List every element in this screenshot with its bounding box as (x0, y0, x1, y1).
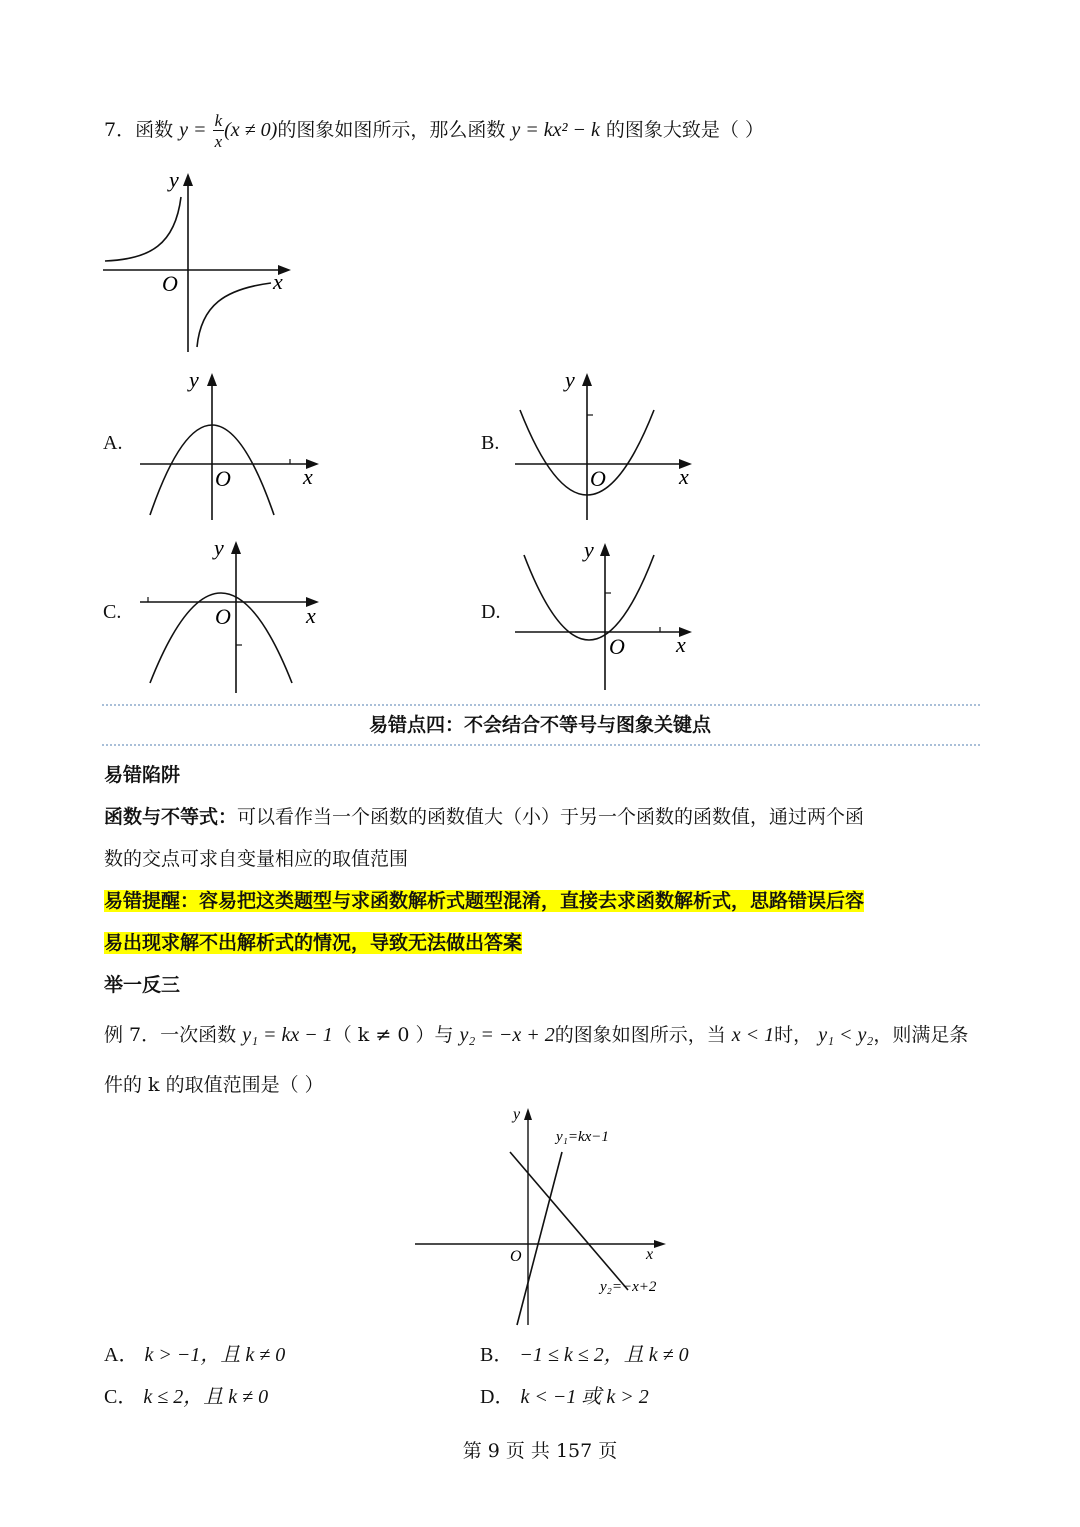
hyperbola-branch-left (105, 197, 181, 261)
option-b-label[interactable]: B. (481, 432, 500, 454)
x-axis-arrow (654, 1240, 666, 1248)
origin-label: O (590, 466, 606, 491)
reminder-line2: 易出现求解不出解析式的情况，导致无法做出答案 (104, 932, 523, 954)
y2-expression: y₂ = −x + 2 (459, 1024, 555, 1046)
question-number: 7． (104, 119, 136, 141)
origin-label: O (510, 1248, 522, 1265)
hyperbola-branch-right (197, 283, 271, 347)
option-c-label[interactable]: C. (103, 601, 122, 623)
practice-heading: 举一反三 (104, 974, 181, 996)
x-condition: x < 1 (731, 1024, 775, 1046)
origin-label: O (162, 271, 178, 296)
x-label: x (273, 269, 283, 294)
example-7-line1: 例 7．一次函数 y₁ = kx − 1（ k ≠ 0 ）与 y₂ = −x + 2的图象如图所示，当 x < 1时， y₁ < y₂，则满足条 (104, 1024, 969, 1046)
func1-lhs: y = (179, 119, 207, 141)
option-a-graph[interactable] (135, 365, 330, 525)
section-divider-bottom (102, 744, 980, 746)
origin-label: O (215, 604, 231, 629)
option-d-graph[interactable] (510, 535, 705, 695)
trap-term: 函数与不等式： (104, 806, 238, 828)
parabola-up (524, 555, 654, 640)
y1-expression: y₁ = kx − 1 (242, 1024, 333, 1046)
origin-label: O (609, 634, 625, 659)
y-axis-arrow (207, 373, 217, 386)
linear-functions-graph (410, 1100, 680, 1330)
page-footer: 第 9 页 共 157 页 (462, 1440, 618, 1462)
y-label: y (189, 367, 199, 392)
line-y1-label: y₁=kx−1 (556, 1129, 609, 1145)
example-option-c[interactable]: C． k ≤ 2，且 k ≠ 0 (104, 1386, 269, 1408)
func2: y = kx² − k (511, 119, 600, 141)
option-a-label[interactable]: A. (103, 432, 123, 454)
x-label: x (679, 464, 689, 489)
func1-condition: (x ≠ 0) (224, 119, 278, 141)
line-y1 (517, 1152, 562, 1325)
y-label: y (584, 537, 594, 562)
y-label: y (214, 535, 224, 560)
y-axis-arrow (582, 373, 592, 386)
trap-definition-line2: 数的交点可求自变量相应的取值范围 (104, 848, 409, 870)
option-b-graph[interactable] (510, 365, 705, 525)
example-7-line2: 件的 k 的取值范围是（ ） (104, 1074, 324, 1096)
y-axis-arrow (231, 541, 241, 554)
fraction-k-over-x: $\frac{k}{x}$ (214, 111, 223, 151)
hyperbola-graph (95, 165, 300, 360)
section-title: 易错点四：不会结合不等号与图象关键点 (368, 714, 711, 736)
x-label: x (303, 464, 313, 489)
y-axis-arrow (524, 1108, 532, 1120)
y-inequality: y₁ < y₂ (818, 1024, 874, 1046)
example-option-a[interactable]: A． k > −1，且 k ≠ 0 (104, 1344, 286, 1366)
reminder-line1: 易错提醒：容易把这类题型与求函数解析式题型混淆，直接去求函数解析式，思路错误后容 (104, 890, 865, 912)
y-axis-arrow (600, 543, 610, 556)
option-d-label[interactable]: D. (481, 601, 501, 623)
section-divider-top (102, 704, 980, 706)
question-7-stem: 7．函数 y = $\frac{k}{x}$ (x ≠ 0)的图象如图所示，那么函数 y = kx² − k 的图象大致是（ ） (104, 111, 764, 151)
y-label: y (565, 367, 575, 392)
trap-heading: 易错陷阱 (104, 764, 181, 786)
option-c-graph[interactable] (135, 533, 330, 698)
y-label: y (513, 1106, 521, 1123)
x-label: x (676, 632, 686, 657)
y-label: y (169, 167, 179, 192)
example-option-b[interactable]: B． −1 ≤ k ≤ 2，且 k ≠ 0 (480, 1344, 689, 1366)
example-option-d[interactable]: D． k < −1 或 k > 2 (480, 1386, 649, 1408)
trap-definition-line1: 函数与不等式：可以看作当一个函数的函数值大（小）于另一个函数的函数值，通过两个函 (104, 806, 865, 828)
x-label: x (306, 603, 316, 628)
line-y2-label: y₂=−x+2 (600, 1279, 657, 1295)
x-label: x (646, 1246, 654, 1263)
y-axis-arrow (183, 173, 193, 186)
origin-label: O (215, 466, 231, 491)
